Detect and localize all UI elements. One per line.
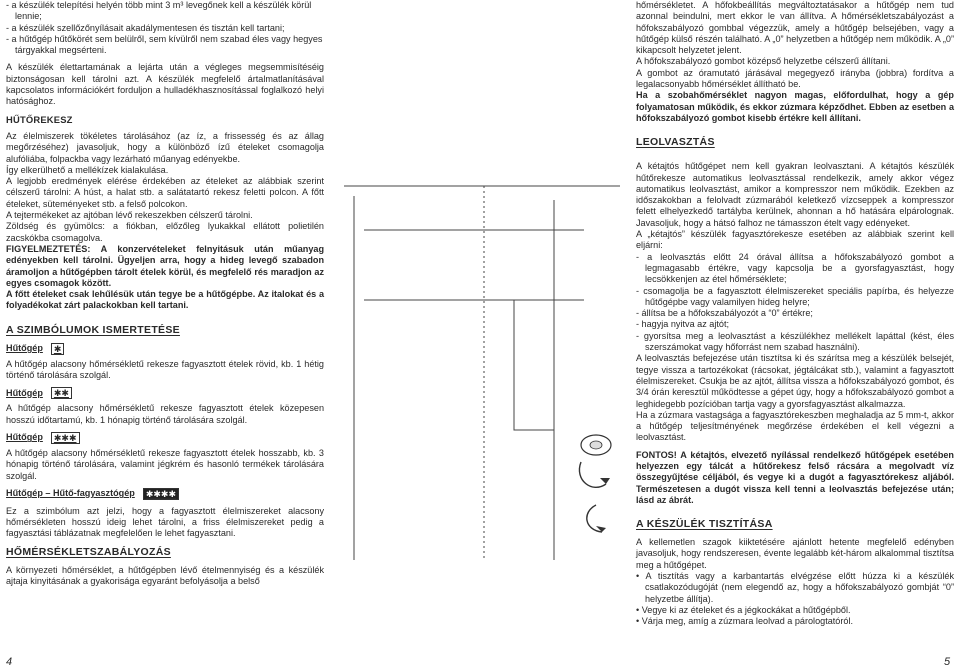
temperature-text-3: A gombot az óramutató járásával megegyező irányba (jobbra) fordítva a legalacsonyabb hőmérséklet állítható be. — [636, 67, 954, 90]
defrost-paragraph: Ha a zúzmara vastagsága a fagyasztórekeszben meghaladja az 5 mm-t, akkor a hűtőgép teljesítményének megőrzése érdekében el kell végezni a leolvasztást. — [636, 409, 954, 443]
disposal-text: A készülék élettartamának a lejárta után a végleges megsemmisítéséig biztonságosan kell tárolni azt. A készülék megfelelő ártalmatlanításával kapcsolatos információkért forduljon a hulladékhasznosítással foglalkozó helyi hatósághoz. — [6, 62, 324, 107]
symbol-text-1: A hűtőgép alacsony hőmérsékletű rekesze fagyasztott ételek rövid, kb. 1 hétig történő tárolására szolgál. — [6, 358, 324, 381]
symbol-text-3: A hűtőgép alacsony hőmérsékletű rekesze fagyasztott ételek hosszabb, kb. 3 hónapig történő tárolására, valamint jégkrém és hasonló termékek tárolására szolgál. — [6, 447, 324, 481]
temperature-text: A környezeti hőmérséklet, a hűtőgépben lévő ételmennyiség és a készülék ajtaja kinyitásának a gyakorisága egyaránt befolyásolja a belső — [6, 564, 324, 586]
defrost-list-item: - állítsa be a hőfokszabályozót a “0” értékre; — [636, 308, 813, 319]
fridge-paragraph: A legjobb eredmények elérése érdekében az ételeket az alábbiak szerint célszerű tárolni: A húst, a halat stb. a salátatartó rekesz feletti polcon. A főtt ételeket, süteményeket stb. a felső polcokon. — [6, 176, 324, 209]
temperature-text-2: A hőfokszabályozó gombot középső helyzetbe célszerű állítani. — [636, 56, 891, 67]
important-notice: FONTOS! A kétajtós, elvezető nyílással rendelkező hűtőgépek esetében helyezzen egy tálcát a hűtőrekesz felső rácsára a megolvadt víz összegyűjtése céljából, és vegye ki a dugót a fagyasztórekesz aljából. Természetesen a dugót vissza kell tenni a leolvasztás befejezése után; lásd az ábrát. — [636, 449, 954, 505]
fridge-interior-illustration — [334, 0, 630, 600]
drain-channel — [514, 300, 554, 430]
fridge-paragraph: Így elkerülhető a mellékízek kialakulása. — [6, 164, 169, 175]
symbol-label-4: Hűtőgép – Hűtő-fagyasztógép ✱✱✱✱ — [6, 488, 324, 500]
intro-item: - a készülék telepítési helyén több mint 3 m³ levegőnek kell a készülék körül lennie; — [6, 0, 312, 22]
defrost-heading: LEOLVASZTÁS — [636, 136, 715, 149]
fridge-paragraph: Zöldség és gyümölcs: a fiókban, előzőleg lyukakkal ellátott polietilén zacskókba csomagolva. — [6, 221, 324, 243]
defrost-paragraph: A kétajtós hűtőgépet nem kell gyakran leolvasztani. A kétajtós készülék hűtőrekesze automatikus leolvasztással rendelkezik, amely akkor végez automatikus leolvasztást, amikor a kompresszor nem működik. Ezekben az időszakokban a felolvadt zúzmarából keletkező vízcseppek a kompresszor felett elhelyezkedő tartályba kerülnek, ahonnan a hő hatására elpárolognak. Javasoljuk, hogy a hátsó falhoz ne támasszon ételt vagy edényeket. — [636, 161, 954, 228]
cleaning-list-item: • A tisztítás vagy a karbantartás elvégzése előtt húzza ki a készülék csatlakozódugóját (nem elegendő az, hogy a hőfokszabályozó gombját “0” helyzetbe állítja). — [636, 571, 954, 604]
three-star-icon: ✱✱✱ — [51, 432, 80, 444]
fridge-heading: HŰTŐREKESZ — [6, 113, 73, 125]
one-star-icon: ✱ — [51, 343, 65, 355]
cleaning-list-item: • Várja meg, amíg a zúzmara leolvad a párologtatóról. — [636, 616, 853, 627]
left-column — [6, 0, 324, 587]
four-star-icon: ✱✱✱✱ — [143, 488, 179, 500]
defrost-list-item: - gyorsítsa meg a leolvasztást a készülékhez mellékelt lapáttal (kést, éles szerszámokat vagy hőforrást nem szabad használni). — [636, 330, 954, 353]
intro-item: - a hűtőgép hűtőkörét sem belülről, sem kívülről nem szabad éles vagy hegyes tárgyakkal megsérteni. — [6, 33, 323, 56]
warning-text: FIGYELMEZTETÉS: A konzervételeket felnyitásuk után műanyag edényekben kell tárolni. Ügyeljen arra, hogy a hideg levegő szabadon áramoljon a hűtőgépben tárolt ételek körül, és megfelelő rés maradjon az egyes csomagok között. — [6, 243, 324, 288]
fridge-paragraph: A tejtermékeket az ajtóban lévő rekeszekben célszerű tárolni. — [6, 210, 253, 221]
symbol-label-3: Hűtőgép ✱✱✱ — [6, 432, 324, 444]
cleaning-heading: A KÉSZÜLÉK TISZTÍTÁSA — [636, 518, 773, 531]
defrost-list-item: - a leolvasztás előtt 24 órával állítsa a hőfokszabályozó gombot a legmagasabb értékre, vagy kapcsolja be a gyorsfagyasztást, hogy lecsökkenjen az étel hőmérséklete; — [636, 251, 954, 285]
defrost-paragraph: A „kétajtós” készülék fagyasztórekesze esetében az alábbiak szerint kell eljárni: — [636, 229, 954, 251]
warning-text-2: A főtt ételeket csak lehűlésük után tegye be a hűtőgépbe. Az italokat és a folyadékokat zárt palackokban kell tartani. — [6, 289, 324, 311]
fridge-paragraph: Az élelmiszerek tökéletes tárolásához (az íz, a frissesség és az állag megőrzéséhez) javasoljuk, hogy a különböző ízű ételeket csomagolja alufóliába, folpackba vagy lezárható műanyag edényekbe. — [6, 130, 324, 164]
temperature-continued: hőmérsékletet. A hőfokbeállítás megváltoztatásakor a hűtőgép nem tud azonnal beindulni, mert ekkor le van állítva. A hőmérsékletszabályozást a hőfokszabályozó gombbal végezzük, amely a hűtőgép belsejében, vagy a hűtőgép külső részén található. A „0” helyzetben a hűtőgép nem működik. A „0” kikapcsolt helyzetet jelent. — [636, 0, 954, 56]
symbol-label-1: Hűtőgép ✱ — [6, 343, 324, 355]
temperature-heading: HŐMÉRSÉKLETSZABÁLYOZÁS — [6, 545, 171, 558]
defrost-paragraph: A leolvasztás befejezése után tisztítsa ki és szárítsa meg a készülék belsejét, tegye vissza a tartozékokat (rácsokat, jégtálcákat stb.), valamint a fagyasztott élelmiszereket. Csukja be az ajtót, állítsa vissza a hőfokszabályozó gombot, és 3/4 órán keresztül működtesse a gépet úgy, hogy a hőfokszabályozó gombot a leghidegebb pozícióban tartja vagy a gyorsfagyasztást alkalmazza. — [636, 353, 954, 409]
temperature-bold: Ha a szobahőmérséklet nagyon magas, előfordulhat, hogy a gép folyamatosan működik, és ekkor zúzmara képződhet. Ebben az esetben a hőfokszabályozó gombot kisebb értékre kell állítani. — [636, 90, 954, 123]
intro-item: - a készülék szellőzőnyílásait akadálymentesen és tisztán kell tartani; — [6, 22, 285, 33]
page-number-left: 4 — [6, 656, 13, 668]
cleaning-list-item: • Vegye ki az ételeket és a jégkockákat a hűtőgépből. — [636, 604, 851, 615]
right-column — [636, 0, 954, 628]
symbol-label-2: Hűtőgép ✱✱ — [6, 387, 324, 399]
symbol-text-2: A hűtőgép alacsony hőmérsékletű rekesze fagyasztott ételek közepesen hosszú időtartamú, kb. 1 hónapig történő tárolására szolgál. — [6, 403, 324, 425]
defrost-list-item: - csomagolja be a fagyasztott élelmiszereket speciális papírba, és helyezze hűtőgépbe vagy valamilyen hideg helyre; — [636, 285, 954, 307]
page-number-right: 5 — [944, 656, 951, 668]
thermostat-knob-icon — [579, 435, 611, 532]
cleaning-paragraph: A kellemetlen szagok kiiktetésére ajánlott hetente megfelelő edényben javasoljuk, hogy rendszeresen, évente legalább két-három alkalommal tisztítsa meg a hűtőgépet. — [636, 537, 954, 570]
symbol-text-4: Ez a szimbólum azt jelzi, hogy a fagyasztott élelmiszereket alacsony hőmérsékleten hosszú ideig lehet tárolni, a friss élelmiszereket pedig a fagyasztási táblázatnak megfelelően le lehet fagyasztani. — [6, 505, 324, 539]
symbols-heading: A SZIMBÓLUMOK ISMERTETÉSE — [6, 323, 180, 336]
defrost-list-item: - hagyja nyitva az ajtót; — [636, 319, 730, 330]
two-star-icon: ✱✱ — [51, 387, 72, 399]
